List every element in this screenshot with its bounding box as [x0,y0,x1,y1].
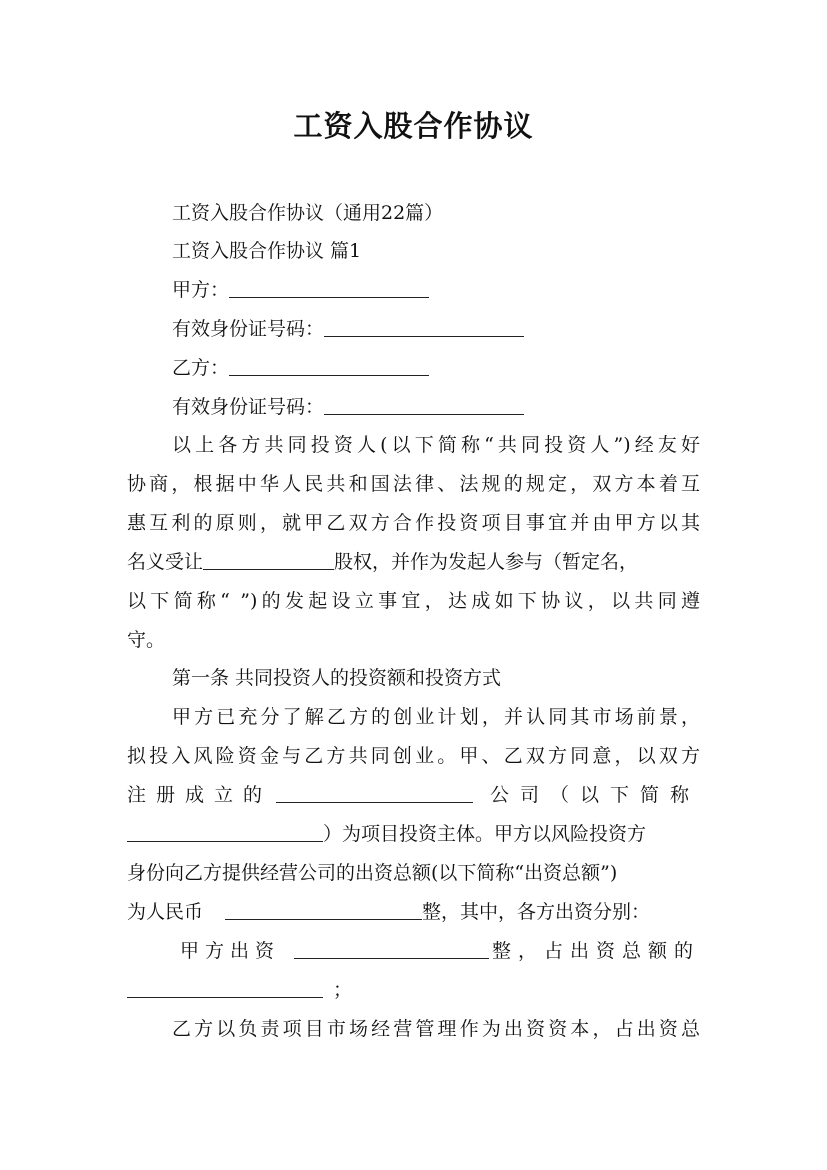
article1-line-4-text: ）为项目投资主体。甲方以风险投资方 [323,823,647,845]
article1-line-8-text: ； [333,979,353,1001]
article1-line-6-end: 整，其中，各方出资分别： [422,901,651,923]
article1-line-3 [127,783,700,807]
intro-line-2: 协商，根据中华人民共和国法律、法规的规定，双方本着互 [127,473,700,495]
intro-line-4-start: 名义受让 [127,551,204,573]
total-amount-blank [225,901,422,920]
article1-line-7 [180,939,700,963]
party-a-id-blank [324,318,524,337]
party-b-blank [229,357,429,376]
article1-line-6 [127,900,650,924]
party-a-label: 甲方： [172,279,230,301]
article1-line-5: 身份向乙方提供经营公司的出资总额(以下简称“出资总额”) [127,862,618,884]
article1-line-1: 甲方已充分了解乙方的创业计划，并认同其市场前景， [172,706,700,728]
party-a-row [172,278,429,302]
intro-line-4-end: 股权，并作为发起人参与（暂定名， [334,551,639,573]
company-name-blank [276,784,473,803]
party-a-id-row [172,317,524,341]
party-b-label: 乙方： [172,357,230,379]
section-heading: 工资入股合作协议 篇1 [172,240,362,262]
party-b-row [172,356,429,380]
article1-heading: 第一条 共同投资人的投资额和投资方式 [172,667,502,689]
company-short-name-blank [127,823,323,842]
article1-line-9: 乙方以负责项目市场经营管理作为出资资本，占出资总 [172,1018,700,1040]
party-b-id-row [172,395,524,419]
article1-line-3-end: 公司（以下简称 [489,784,700,806]
party-a-blank [229,279,429,298]
intro-line-3: 惠互利的原则，就甲乙双方合作投资项目事宜并由甲方以其 [127,512,700,534]
article1-line-7-end: 整，占出资总额的 [491,940,700,962]
intro-line-5: 以下简称“ ”)的发起设立事宜，达成如下协议，以共同遵 [127,590,700,612]
intro-line-4 [127,550,638,574]
party-b-id-label: 有效身份证号码： [172,396,325,418]
intro-line-1: 以上各方共同投资人(以下简称“共同投资人”)经友好 [172,434,700,456]
article1-line-6-start: 为人民币 [127,901,204,923]
intro-line-6: 守。 [127,629,166,651]
party-a-id-label: 有效身份证号码： [172,318,325,340]
article1-line-3-start: 注册成立的 [127,784,273,806]
document-title: 工资入股合作协议 [293,109,534,143]
equity-blank [203,551,334,570]
article1-line-8 [127,978,352,1002]
article1-line-2: 拟投入风险资金与乙方共同创业。甲、乙双方同意，以双方 [127,745,700,767]
party-a-percent-blank [127,979,323,998]
article1-line-7-start: 甲方出资 [180,940,281,962]
document-subtitle: 工资入股合作协议（通用22篇） [172,202,444,224]
party-b-id-blank [324,396,524,415]
party-a-amount-blank [294,940,489,959]
article1-line-4 [127,822,646,846]
